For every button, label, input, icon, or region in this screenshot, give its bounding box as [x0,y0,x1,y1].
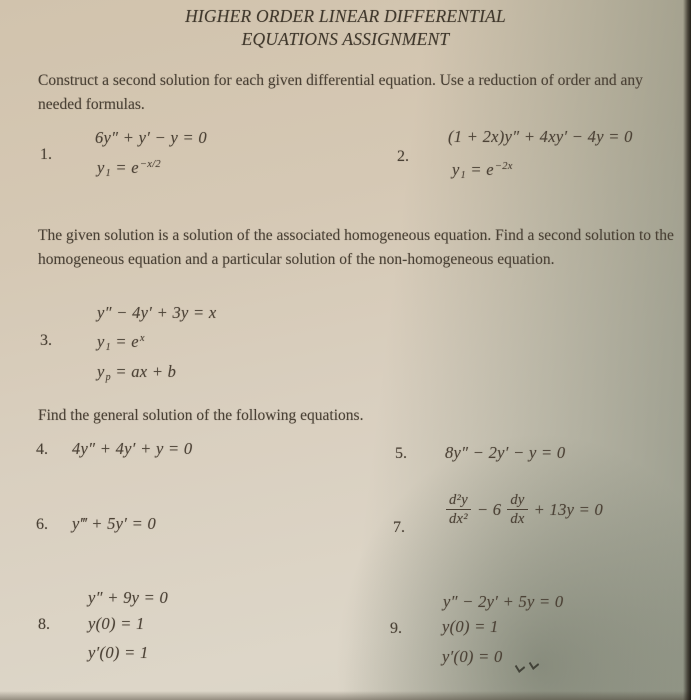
problem-1-number: 1. [40,146,52,163]
fraction-denominator: dx [510,511,525,528]
problem-8-initial-condition-2: y′(0) = 1 [88,643,149,662]
stray-pen-mark [515,661,525,673]
fraction-numerator: d²y [446,492,471,510]
fraction-denominator: dx² [449,511,468,528]
given-subscript: 1 [105,168,111,179]
particular-subscript: p [105,372,111,383]
problem-5-number: 5. [395,445,407,462]
given-exponent: −2x [494,161,513,172]
problem-9-initial-condition-1: y(0) = 1 [442,617,499,636]
instruction-homogeneous: The given solution is a solution of the associated homogeneous equation. Find a second solution to the homogeneous equation and a particular solution of the non-homogeneous equation. [38,227,674,268]
instruction-reduction-of-order: Construct a second solution for each given differential equation. Use a reduction of order and any needed formulas. [38,72,643,113]
given-equals-e: = e [110,332,139,351]
fraction-d2y-dx2 [446,492,471,527]
problem-6-number: 6. [36,516,48,533]
problem-4-number: 4. [36,441,48,458]
stray-pen-mark [529,658,539,670]
problem-3-number: 3. [40,332,52,349]
given-y: y [452,160,460,179]
problem-9-initial-condition-2: y′(0) = 0 [442,647,503,666]
problem-2-given-solution [452,160,513,181]
problem-3-equation: y″ − 4y′ + 3y = x [97,303,217,322]
fraction-numerator: dy [507,492,527,510]
fraction-dy-dx [507,492,527,527]
given-exponent: x [139,333,145,344]
problem-9-equation: y″ − 2y′ + 5y = 0 [443,592,564,611]
photo-edge-bottom [0,691,691,700]
given-equals-e: = e [110,158,139,177]
photo-edge-right [683,0,691,700]
title-line-2: EQUATIONS ASSIGNMENT [241,29,450,49]
problem-6-equation: y‴ + 5y′ = 0 [72,514,157,533]
problem-8-initial-condition-1: y(0) = 1 [88,614,145,633]
given-equals-e: = e [465,160,494,179]
problem-3-particular-solution [97,362,176,383]
problem-3-given-solution [97,332,145,353]
instruction-general-solution: Find the general solution of the following equations. [38,407,364,424]
problem-8-equation: y″ + 9y = 0 [88,588,169,607]
particular-expression: = ax + b [110,362,177,381]
given-y: y [97,158,105,177]
problem-2-number: 2. [397,148,409,165]
given-y: y [97,332,105,351]
problem-2-equation: (1 + 2x)y″ + 4xy′ − 4y = 0 [448,127,633,146]
problem-1-equation: 6y″ + y′ − y = 0 [95,128,207,147]
problem-5-equation: 8y″ − 2y′ − y = 0 [445,443,566,462]
problem-8-number: 8. [38,616,50,633]
equation-tail: + 13y = 0 [533,499,604,519]
given-exponent: −x/2 [139,159,161,170]
operator-minus-six: − 6 [476,499,502,519]
given-subscript: 1 [460,170,466,181]
title-line-1: HIGHER ORDER LINEAR DIFFERENTIAL [185,6,506,26]
problem-9-number: 9. [390,620,402,637]
assignment-title [0,5,691,51]
problem-7-number: 7. [393,519,405,536]
problem-1-given-solution [97,158,161,179]
problem-7-equation [446,492,603,527]
problem-4-equation: 4y″ + 4y′ + y = 0 [72,439,193,458]
given-subscript: 1 [105,342,111,353]
particular-y: y [97,362,105,381]
